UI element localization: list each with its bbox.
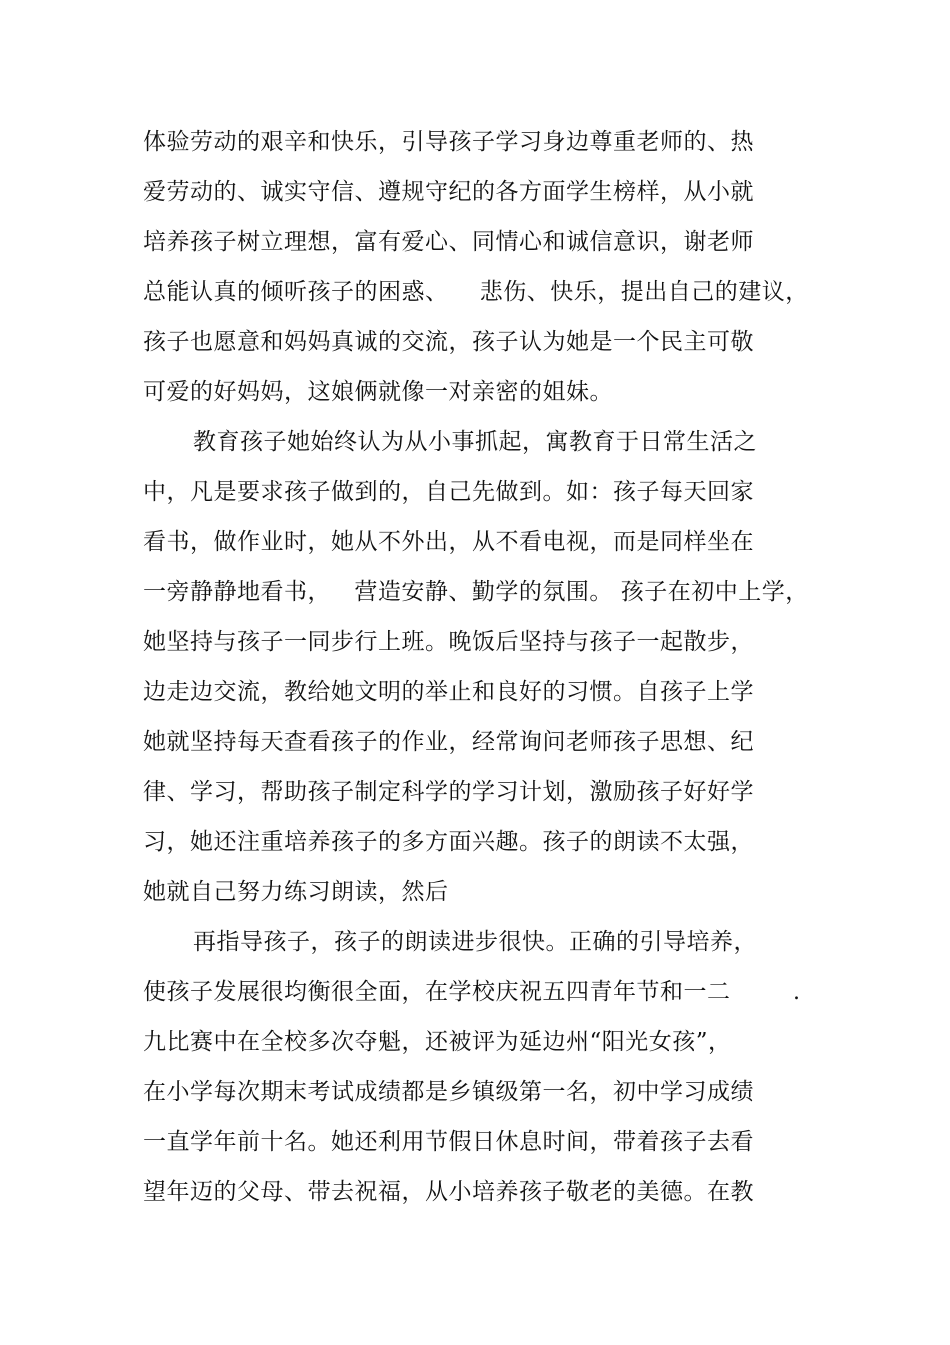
text-line: 孩子也愿意和妈妈真诚的交流，孩子认为她是一个民主可敬 bbox=[143, 329, 754, 355]
text-line: 习，她还注重培养孩子的多方面兴趣。孩子的朗读不太强， bbox=[143, 829, 754, 855]
text-line: 一旁静静地看书， 营造安静、勤学的氛围。 孩子在初中上学， bbox=[143, 579, 809, 605]
text-line: 九比赛中在全校多次夺魁，还被评为延边州“阳光女孩”， bbox=[143, 1029, 732, 1055]
stray-mark: . bbox=[793, 980, 800, 1005]
text-line: 爱劳动的、诚实守信、遵规守纪的各方面学生榜样，从小就 bbox=[143, 179, 754, 205]
text-line: 培养孩子树立理想，富有爱心、同情心和诚信意识，谢老师 bbox=[143, 229, 754, 255]
paragraph-first-line: 教育孩子她始终认为从小事抓起，寓教育于日常生活之 bbox=[193, 429, 757, 455]
text-line: 在小学每次期末考试成绩都是乡镇级第一名，初中学习成绩 bbox=[143, 1079, 754, 1105]
text-line: 她就自己努力练习朗读，然后 bbox=[143, 879, 449, 905]
text-line: 可爱的好妈妈，这娘俩就像一对亲密的姐妹。 bbox=[143, 379, 613, 405]
paragraph-first-line: 再指导孩子，孩子的朗读进步很快。正确的引导培养， bbox=[193, 929, 757, 955]
text-line: 中，凡是要求孩子做到的，自己先做到。如：孩子每天回家 bbox=[143, 479, 754, 505]
text-line: 她就坚持每天查看孩子的作业，经常询问老师孩子思想、纪 bbox=[143, 729, 754, 755]
text-line: 体验劳动的艰辛和快乐，引导孩子学习身边尊重老师的、热 bbox=[143, 129, 754, 155]
text-line: 看书，做作业时，她从不外出，从不看电视，而是同样坐在 bbox=[143, 529, 754, 555]
text-line: 使孩子发展很均衡很全面，在学校庆祝五四青年节和一二 bbox=[143, 979, 731, 1005]
text-line: 一直学年前十名。她还利用节假日休息时间，带着孩子去看 bbox=[143, 1129, 754, 1155]
text-line: 她坚持与孩子一同步行上班。晚饭后坚持与孩子一起散步， bbox=[143, 629, 754, 655]
text-line: 总能认真的倾听孩子的困惑、 悲伤、快乐，提出自己的建议， bbox=[143, 279, 809, 305]
text-line: 律、学习，帮助孩子制定科学的学习计划，激励孩子好好学 bbox=[143, 779, 754, 805]
text-line: 望年迈的父母、带去祝福，从小培养孩子敬老的美德。在教 bbox=[143, 1179, 754, 1205]
text-line: 边走边交流，教给她文明的举止和良好的习惯。自孩子上学 bbox=[143, 679, 754, 705]
